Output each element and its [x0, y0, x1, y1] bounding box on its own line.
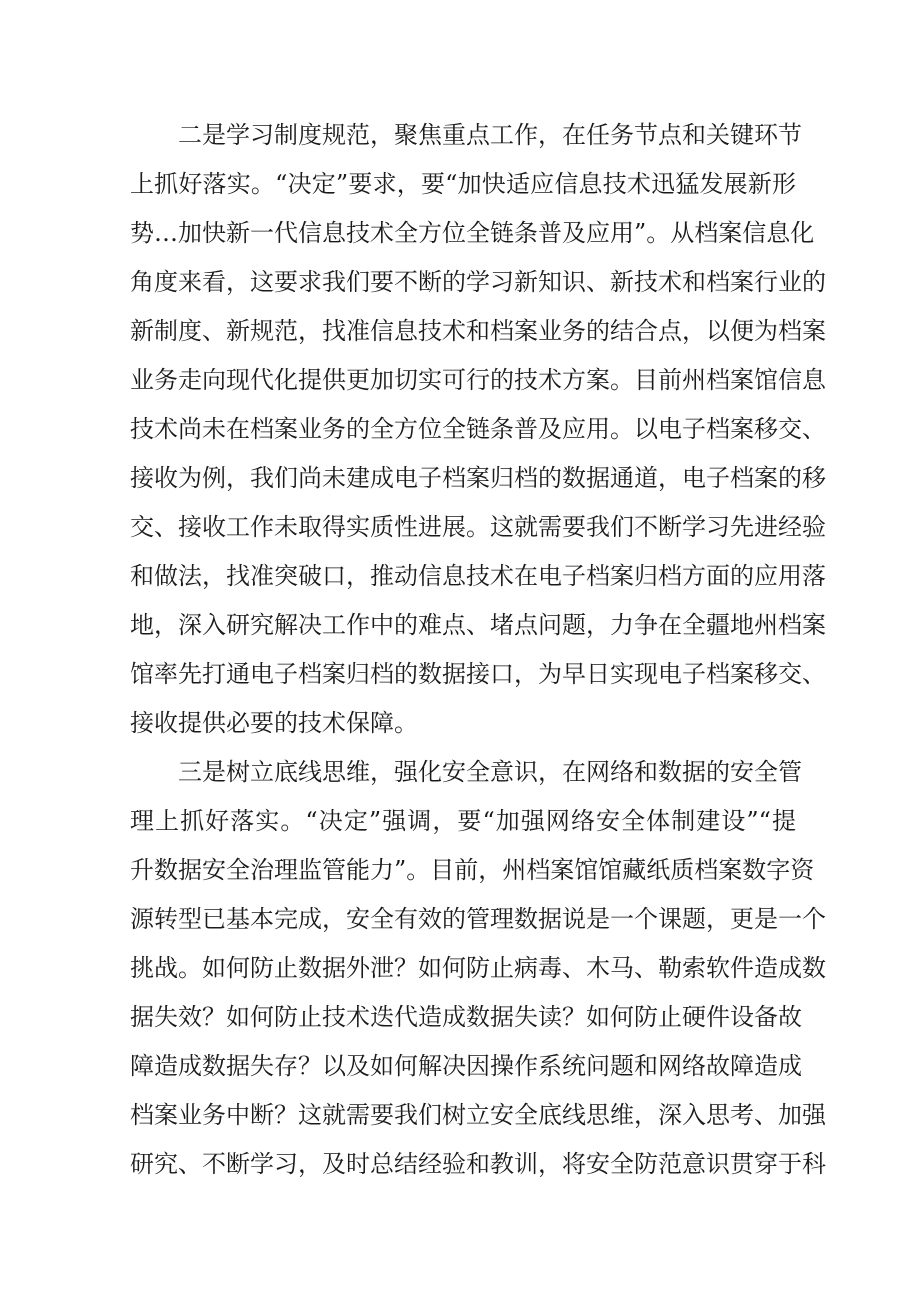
text-line: 研究、不断学习，及时总结经验和教训，将安全防范意识贯穿于科: [130, 1150, 826, 1178]
text-line: 档案业务中断？这就需要我们树立安全底线思维，深入思考、加强: [130, 1101, 826, 1129]
text-line: 接收提供必要的技术保障。: [130, 709, 418, 737]
text-line: 理上抓好落实。“决定”强调，要“加强网络安全体制建设”“提: [130, 807, 796, 835]
text-line: 上抓好落实。“决定”要求，要“加快适应信息技术迅猛发展新形: [130, 170, 796, 198]
text-line: 挑战。如何防止数据外泄？如何防止病毒、木马、勒索软件造成数: [130, 954, 826, 982]
paragraph-2: [130, 111, 826, 748]
text-line: 接收为例，我们尚未建成电子档案归档的数据通道，电子档案的移: [130, 464, 826, 492]
text-line: 障造成数据失存？以及如何解决因操作系统问题和网络故障造成: [130, 1052, 802, 1080]
text-line: 交、接收工作未取得实质性进展。这就需要我们不断学习先进经验: [130, 513, 826, 541]
text-line: 势…加快新一代信息技术全方位全链条普及应用”。从档案信息化: [130, 219, 815, 247]
text-line: 馆率先打通电子档案归档的数据接口，为早日实现电子档案移交、: [130, 660, 826, 688]
text-line: 角度来看，这要求我们要不断的学习新知识、新技术和档案行业的: [130, 268, 826, 296]
text-line: 业务走向现代化提供更加切实可行的技术方案。目前州档案馆信息: [130, 366, 826, 394]
text-line: 三是树立底线思维，强化安全意识，在网络和数据的安全管: [178, 758, 802, 786]
text-line: 据失效？如何防止技术迭代造成数据失读？如何防止硬件设备故: [130, 1003, 802, 1031]
text-line: 升数据安全治理监管能力”。目前，州档案馆馆藏纸质档案数字资: [130, 856, 815, 884]
text-line: 源转型已基本完成，安全有效的管理数据说是一个课题，更是一个: [130, 905, 826, 933]
text-line: 二是学习制度规范，聚焦重点工作，在任务节点和关键环节: [178, 121, 802, 149]
text-line: 新制度、新规范，找准信息技术和档案业务的结合点，以便为档案: [130, 317, 826, 345]
text-line: 和做法，找准突破口，推动信息技术在电子档案归档方面的应用落: [130, 562, 826, 590]
paragraph-3: [130, 748, 826, 1189]
text-line: 技术尚未在档案业务的全方位全链条普及应用。以电子档案移交、: [130, 415, 826, 443]
text-line: 地，深入研究解决工作中的难点、堵点问题，力争在全疆地州档案: [130, 611, 826, 639]
document-body: [130, 111, 826, 1189]
